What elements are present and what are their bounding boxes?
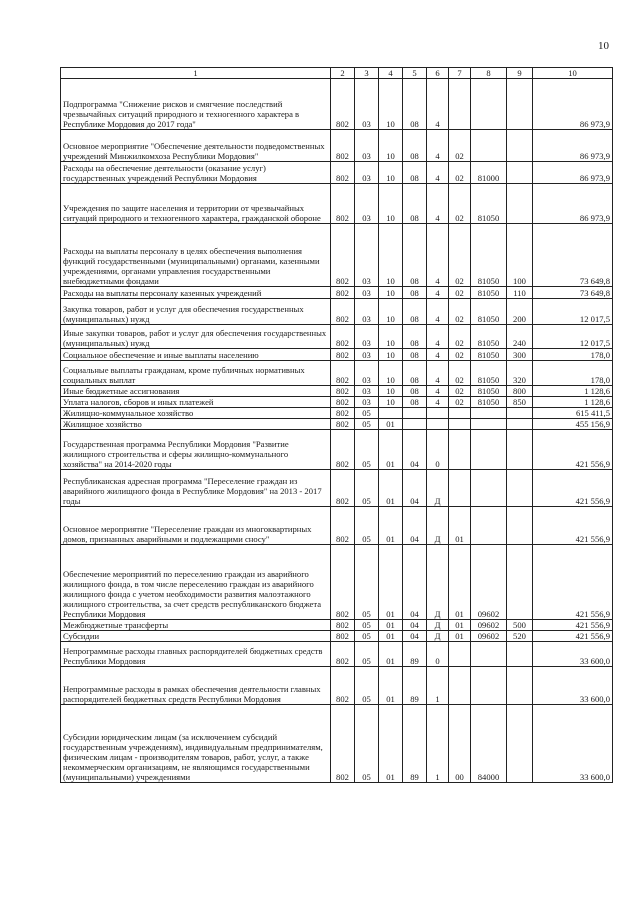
code-cell: 84000 [471,705,507,783]
code-cell: 802 [331,705,355,783]
table-row [61,130,613,162]
code-cell: 10 [379,79,403,130]
table-row [61,184,613,224]
code-cell: 05 [355,430,379,470]
code-cell: 802 [331,299,355,325]
code-cell: 08 [403,184,427,224]
amount-cell: 86 973,9 [533,130,613,162]
amount-cell: 421 556,9 [533,620,613,631]
code-cell: 4 [427,325,449,349]
code-cell: 01 [379,667,403,705]
table-row [61,705,613,783]
code-cell: 03 [355,287,379,299]
row-name-cell: Жилищно-коммунальное хозяйство [61,408,331,419]
code-cell: 05 [355,620,379,631]
code-cell: 01 [379,705,403,783]
code-cell: 08 [403,79,427,130]
amount-cell: 86 973,9 [533,184,613,224]
code-cell: 89 [403,705,427,783]
code-cell: 802 [331,430,355,470]
code-cell: 03 [355,299,379,325]
code-cell: 08 [403,349,427,361]
row-name-cell: Основное мероприятие "Переселение граждан из многоквартирных домов, признанных аварийными и подлежащими сносу" [61,507,331,545]
code-cell: 03 [355,386,379,397]
code-cell: 03 [355,162,379,184]
row-name-cell: Подпрограмма "Снижение рисков и смягчение последствий чрезвычайных ситуаций природного и техногенного характера в Республике Мордовия до 2017 года" [61,79,331,130]
code-cell: 04 [403,545,427,620]
code-cell: 802 [331,642,355,667]
code-cell: 802 [331,507,355,545]
amount-cell: 1 128,6 [533,397,613,408]
code-cell: 02 [449,299,471,325]
code-cell: 10 [379,162,403,184]
code-cell: 110 [507,287,533,299]
code-cell: 02 [449,184,471,224]
code-cell: 08 [403,386,427,397]
code-cell: 802 [331,130,355,162]
code-cell [471,419,507,430]
code-cell: 4 [427,386,449,397]
code-cell: 01 [449,507,471,545]
table-row [61,397,613,408]
amount-cell: 615 411,5 [533,408,613,419]
table-row [61,642,613,667]
code-cell: 0 [427,642,449,667]
code-cell: 300 [507,349,533,361]
code-cell: 04 [403,470,427,507]
code-cell [471,79,507,130]
code-cell: 08 [403,224,427,287]
code-cell [471,130,507,162]
column-header: 9 [507,68,533,79]
row-name-cell: Расходы на выплаты персоналу в целях обеспечения выполнения функций государственными (муниципальными) органами, казенными учреждениями, органами управления государственными внебюджетными фондами [61,224,331,287]
code-cell [403,419,427,430]
budget-table [60,67,613,783]
table-row [61,620,613,631]
row-name-cell: Субсидии юридическим лицам (за исключением субсидий государственным учреждениям), индивидуальным предпринимателям, физическим лицам - производителям товаров, работ, услуг, а также некоммерческим организациям, не являющимся государственными (муниципальными) учреждениями [61,705,331,783]
code-cell: 10 [379,224,403,287]
code-cell: 03 [355,361,379,386]
code-cell: 320 [507,361,533,386]
row-name-cell: Уплата налогов, сборов и иных платежей [61,397,331,408]
code-cell: 4 [427,287,449,299]
code-cell: 4 [427,162,449,184]
header-row [61,68,613,79]
code-cell [449,667,471,705]
code-cell: 08 [403,130,427,162]
code-cell [507,79,533,130]
code-cell: Д [427,507,449,545]
code-cell: 08 [403,299,427,325]
column-header: 3 [355,68,379,79]
amount-cell: 12 017,5 [533,325,613,349]
code-cell: 01 [449,620,471,631]
code-cell: 4 [427,299,449,325]
code-cell: 802 [331,419,355,430]
column-header: 10 [533,68,613,79]
code-cell: 01 [379,631,403,642]
amount-cell: 73 649,8 [533,224,613,287]
page-number: 10 [598,40,609,52]
row-name-cell: Расходы на обеспечение деятельности (оказание услуг) государственных учреждений Республики Мордовия [61,162,331,184]
code-cell: 00 [449,705,471,783]
code-cell: 802 [331,631,355,642]
code-cell [507,162,533,184]
row-name-cell: Учреждения по защите населения и территории от чрезвычайных ситуаций природного и техногенного характера, гражданской обороне [61,184,331,224]
code-cell: 09602 [471,620,507,631]
code-cell: 02 [449,361,471,386]
code-cell [507,184,533,224]
code-cell: 10 [379,386,403,397]
code-cell: 05 [355,408,379,419]
code-cell [471,470,507,507]
code-cell: 04 [403,620,427,631]
code-cell: 03 [355,397,379,408]
code-cell: 01 [449,631,471,642]
code-cell: 05 [355,642,379,667]
amount-cell: 421 556,9 [533,470,613,507]
code-cell: 01 [379,430,403,470]
code-cell: 01 [379,545,403,620]
code-cell: 10 [379,325,403,349]
code-cell: 802 [331,224,355,287]
code-cell: 802 [331,184,355,224]
code-cell [507,667,533,705]
code-cell: 08 [403,287,427,299]
amount-cell: 73 649,8 [533,287,613,299]
code-cell: 02 [449,224,471,287]
table-row [61,162,613,184]
code-cell: 802 [331,79,355,130]
table-row [61,287,613,299]
code-cell: 81050 [471,325,507,349]
column-header: 4 [379,68,403,79]
code-cell: 802 [331,620,355,631]
code-cell: 10 [379,287,403,299]
code-cell: 81050 [471,299,507,325]
code-cell: 01 [379,642,403,667]
table-row [61,419,613,430]
code-cell [471,430,507,470]
code-cell: 81000 [471,162,507,184]
code-cell: 01 [449,545,471,620]
code-cell: 802 [331,386,355,397]
code-cell: 04 [403,631,427,642]
amount-cell: 421 556,9 [533,631,613,642]
code-cell: 1 [427,705,449,783]
code-cell: 10 [379,299,403,325]
code-cell [403,408,427,419]
code-cell: 81050 [471,386,507,397]
code-cell: 4 [427,224,449,287]
code-cell: 05 [355,631,379,642]
code-cell: 4 [427,184,449,224]
code-cell [427,408,449,419]
code-cell [471,408,507,419]
code-cell [507,430,533,470]
row-name-cell: Основное мероприятие "Обеспечение деятельности подведомственных учреждений Минжилкомхоза Республики Мордовия" [61,130,331,162]
table-row [61,361,613,386]
code-cell: 05 [355,507,379,545]
code-cell [507,545,533,620]
table-row [61,430,613,470]
code-cell: 81050 [471,184,507,224]
column-header: 5 [403,68,427,79]
code-cell [507,507,533,545]
code-cell: 0 [427,430,449,470]
code-cell: 800 [507,386,533,397]
code-cell: 05 [355,545,379,620]
code-cell: 08 [403,325,427,349]
code-cell: 05 [355,419,379,430]
table-row [61,224,613,287]
column-header: 7 [449,68,471,79]
code-cell: 10 [379,130,403,162]
code-cell [379,408,403,419]
code-cell: 89 [403,642,427,667]
code-cell: 05 [355,705,379,783]
amount-cell: 86 973,9 [533,79,613,130]
code-cell [507,419,533,430]
amount-cell: 455 156,9 [533,419,613,430]
code-cell [471,642,507,667]
code-cell: 100 [507,224,533,287]
code-cell: 02 [449,162,471,184]
code-cell: 05 [355,667,379,705]
amount-cell: 421 556,9 [533,545,613,620]
amount-cell: 33 600,0 [533,642,613,667]
row-name-cell: Закупка товаров, работ и услуг для обеспечения государственных (муниципальных) нужд [61,299,331,325]
code-cell: 02 [449,397,471,408]
code-cell [507,130,533,162]
code-cell [449,430,471,470]
code-cell: 240 [507,325,533,349]
row-name-cell: Непрограммные расходы в рамках обеспечения деятельности главных распорядителей бюджетных средств Республики Мордовия [61,667,331,705]
code-cell: 03 [355,325,379,349]
table-row [61,667,613,705]
code-cell: Д [427,631,449,642]
amount-cell: 178,0 [533,349,613,361]
code-cell: 09602 [471,545,507,620]
code-cell [471,667,507,705]
amount-cell: 1 128,6 [533,386,613,397]
code-cell: 10 [379,184,403,224]
code-cell [427,419,449,430]
code-cell: Д [427,620,449,631]
code-cell: 802 [331,287,355,299]
code-cell: 802 [331,545,355,620]
code-cell [449,470,471,507]
table-row [61,507,613,545]
code-cell: 802 [331,349,355,361]
code-cell: 08 [403,361,427,386]
column-header: 1 [61,68,331,79]
code-cell: 81050 [471,224,507,287]
column-header: 8 [471,68,507,79]
code-cell: 03 [355,79,379,130]
table-row [61,299,613,325]
code-cell: 03 [355,130,379,162]
row-name-cell: Субсидии [61,631,331,642]
code-cell: 03 [355,349,379,361]
code-cell: 02 [449,130,471,162]
row-name-cell: Межбюджетные трансферты [61,620,331,631]
table-row [61,470,613,507]
code-cell: 4 [427,79,449,130]
code-cell: 04 [403,507,427,545]
table-row [61,349,613,361]
code-cell: 802 [331,325,355,349]
code-cell: 802 [331,361,355,386]
code-cell: 10 [379,361,403,386]
code-cell: 09602 [471,631,507,642]
row-name-cell: Иные закупки товаров, работ и услуг для обеспечения государственных (муниципальных) нужд [61,325,331,349]
table-row [61,631,613,642]
code-cell: 4 [427,361,449,386]
code-cell: 802 [331,408,355,419]
code-cell [507,642,533,667]
code-cell: 802 [331,667,355,705]
code-cell [449,642,471,667]
code-cell: 01 [379,470,403,507]
code-cell: 03 [355,224,379,287]
code-cell: 802 [331,397,355,408]
amount-cell: 33 600,0 [533,705,613,783]
code-cell [507,408,533,419]
code-cell: 02 [449,386,471,397]
code-cell [507,470,533,507]
code-cell: 81050 [471,287,507,299]
code-cell: 89 [403,667,427,705]
row-name-cell: Социальное обеспечение и иные выплаты населению [61,349,331,361]
code-cell: 1 [427,667,449,705]
code-cell: 08 [403,162,427,184]
code-cell: 802 [331,162,355,184]
code-cell: 01 [379,620,403,631]
code-cell [449,79,471,130]
code-cell: 81050 [471,397,507,408]
code-cell: Д [427,545,449,620]
code-cell: 850 [507,397,533,408]
row-name-cell: Обеспечение мероприятий по переселению граждан из аварийного жилищного фонда, в том числе переселению граждан из аварийного жилищного фонда с учетом необходимости развития малоэтажного жилищного строительства, за счет средств республиканского бюджета Республики Мордовия [61,545,331,620]
row-name-cell: Жилищное хозяйство [61,419,331,430]
code-cell: 4 [427,349,449,361]
code-cell: 05 [355,470,379,507]
row-name-cell: Непрограммные расходы главных распорядителей бюджетных средств Республики Мордовия [61,642,331,667]
code-cell: 03 [355,184,379,224]
table-row [61,545,613,620]
amount-cell: 33 600,0 [533,667,613,705]
code-cell: 02 [449,349,471,361]
code-cell: 02 [449,287,471,299]
column-header: 2 [331,68,355,79]
code-cell [449,408,471,419]
code-cell: 08 [403,397,427,408]
amount-cell: 421 556,9 [533,430,613,470]
row-name-cell: Расходы на выплаты персоналу казенных учреждений [61,287,331,299]
code-cell: 81050 [471,349,507,361]
row-name-cell: Иные бюджетные ассигнования [61,386,331,397]
code-cell: 802 [331,470,355,507]
code-cell: 200 [507,299,533,325]
row-name-cell: Социальные выплаты гражданам, кроме публичных нормативных социальных выплат [61,361,331,386]
code-cell: 520 [507,631,533,642]
column-header: 6 [427,68,449,79]
code-cell: 10 [379,397,403,408]
code-cell: 02 [449,325,471,349]
code-cell: 500 [507,620,533,631]
row-name-cell: Государственная программа Республики Мордовия "Развитие жилищного строительства и сферы жилищно-коммунального хозяйства" на 2014-2020 годы [61,430,331,470]
table-row [61,79,613,130]
code-cell: 4 [427,397,449,408]
amount-cell: 12 017,5 [533,299,613,325]
code-cell [471,507,507,545]
code-cell: 01 [379,507,403,545]
code-cell: Д [427,470,449,507]
code-cell: 01 [379,419,403,430]
amount-cell: 178,0 [533,361,613,386]
table-row [61,325,613,349]
amount-cell: 86 973,9 [533,162,613,184]
table-row [61,408,613,419]
amount-cell: 421 556,9 [533,507,613,545]
code-cell: 81050 [471,361,507,386]
row-name-cell: Республиканская адресная программа "Переселение граждан из аварийного жилищного фонда в Республике Мордовия" на 2013 - 2017 годы [61,470,331,507]
code-cell: 4 [427,130,449,162]
code-cell: 04 [403,430,427,470]
table-row [61,386,613,397]
code-cell [507,705,533,783]
code-cell [449,419,471,430]
code-cell: 10 [379,349,403,361]
